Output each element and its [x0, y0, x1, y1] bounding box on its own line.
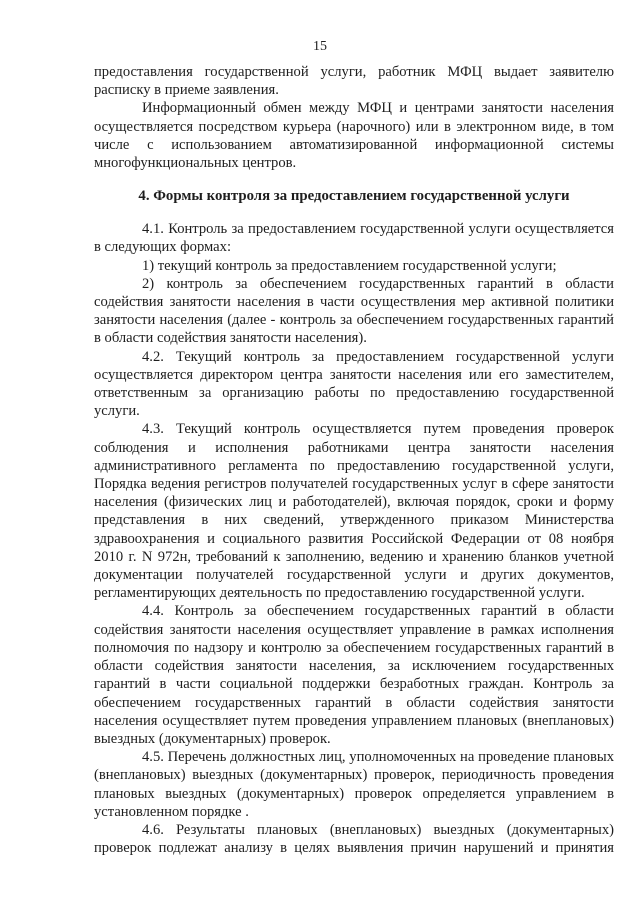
list-item-2: 2) контроль за обеспечением государственных гарантий в области содействия занятости населения в части осуществления мер активной политики занятости населения (далее - контроль за обеспечением государственных гарантий в области содействия занятости населения).: [94, 275, 614, 347]
list-item-1: 1) текущий контроль за предоставлением государственной услуги;: [142, 257, 557, 274]
paragraph-4-3: 4.3. Текущий контроль осуществляется путем проведения проверок соблюдения и исполнения работниками центра занятости населения административного регламента по предоставлению государственной услуги, Порядка ведения регистров получателей государственных услуг в сфере занятости населения (физических лиц и работодателей), включая порядок, сроки и форму представления в них сведений, утвержденного приказом Министерства здравоохранения и социального развития Российской Федерации от 08 ноября 2010 г. N 972н, требований к заполнению, ведению и хранению бланков учетной документации получателей государственной услуги и других документов, регламентирующих деятельность по предоставлению государственной услуги.: [94, 421, 614, 602]
document-body: [94, 63, 614, 857]
paragraph-4-4: 4.4. Контроль за обеспечением государственных гарантий в области содействия занятости населения осуществляет управление в рамках исполнения полномочия по надзору и контролю за обеспечением государственных гарантий в области содействия занятости населения, за исключением государственных гарантий в части социальной поддержки безработных граждан. Контроль за обеспечением государственных гарантий в области содействия занятости населения осуществляет путем проведения управлением плановых (внеплановых) выездных (документарных) проверок.: [94, 603, 614, 747]
paragraph-4-6: 4.6. Результаты плановых (внеплановых) выездных (документарных) проверок подлежат анализу в целях выявления причин нарушений и принятия: [94, 821, 614, 857]
paragraph-4-2: 4.2. Текущий контроль за предоставлением государственной услуги осуществляется директором центра занятости населения или его заместителем, ответственным за организацию работы по предоставлению государственной услуги.: [94, 348, 614, 420]
section-title: 4. Формы контроля за предоставлением государственной услуги: [138, 188, 570, 205]
paragraph-info-exchange: Информационный обмен между МФЦ и центрами занятости населения осуществляется посредством курьера (нарочного) или в электронном виде, в том числе с использованием автоматизированной информационной системы многофункциональных центров.: [94, 100, 614, 172]
paragraph-4-1: 4.1. Контроль за предоставлением государственной услуги осуществляется в следующих формах:: [94, 221, 614, 256]
page-number: 15: [313, 39, 327, 54]
paragraph-continuation: предоставления государственной услуги, работник МФЦ выдает заявителю расписку в приеме заявления.: [94, 64, 614, 99]
paragraph-4-5: 4.5. Перечень должностных лиц, уполномоченных на проведение плановых (внеплановых) выездных (документарных) проверок, периодичность проведения плановых выездных (документарных) проверок определяется управлением в установленном порядке .: [94, 749, 614, 820]
